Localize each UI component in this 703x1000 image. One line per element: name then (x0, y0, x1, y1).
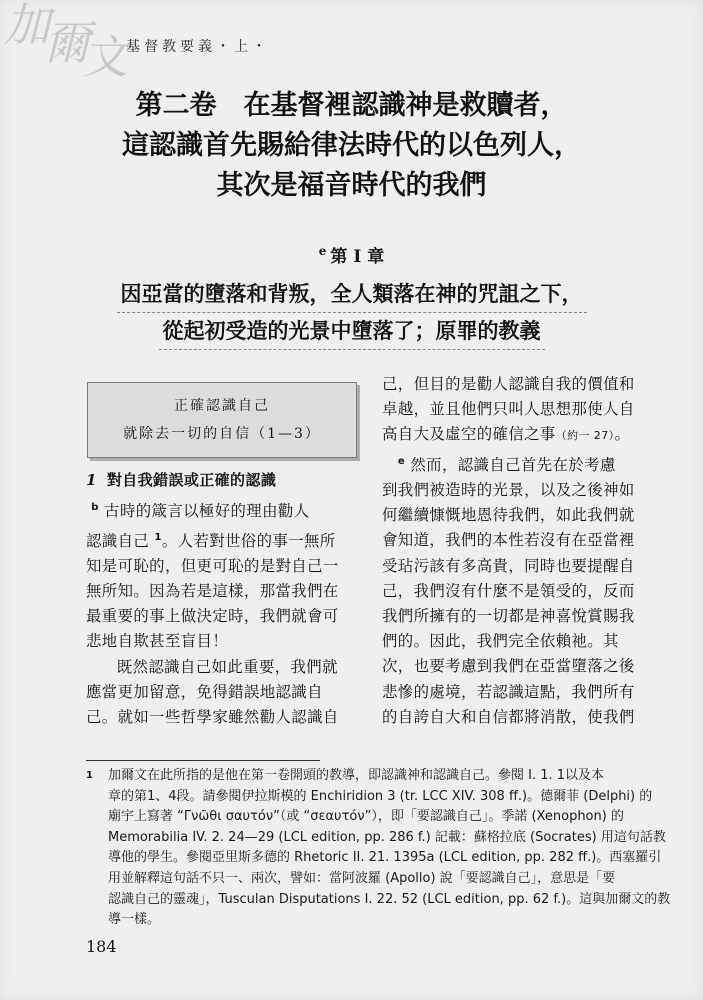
edition-mark: b (91, 502, 99, 514)
subsection-heading (86, 468, 366, 493)
scripture-reference: （約一 27） (555, 429, 615, 443)
chapter-number: 第 I 章 (330, 247, 385, 267)
book-title-line: 其次是福音時代的我們 (216, 170, 487, 201)
paragraph-line: 應當更加留意，免得錯誤地認識自 (86, 682, 323, 701)
subsection-title: 對自我錯誤或正確的認識 (106, 471, 277, 489)
subsection-number: 1 (86, 471, 97, 489)
paragraph-line: 無所知。因為若是這樣，那當我們在 (86, 582, 339, 601)
paragraph-line: 何繼續慷慨地恩待我們，如此我們就 (382, 506, 635, 525)
paragraph-line: 己。就如一些哲學家雖然勸人認識自 (86, 708, 339, 727)
paragraph-line: 己，但目的是勸人認識自我的價值和 (382, 375, 635, 393)
footnote-text (108, 766, 671, 931)
book-title-line: 第二卷 在基督裡認識神是救贖者， (135, 90, 568, 121)
paragraph-line: 我們所擁有的一切都是神喜悅賞賜我 (382, 606, 635, 625)
paragraph-line: 認識自己 $^1$。人若對世俗的事一無所 (86, 531, 336, 550)
footnote-line: 章的第1、4段。請參閱伊拉斯模的 Enchiridion 3 (tr. LCC XIV. 308 ff.)。德爾菲 (Delphi) 的 (108, 788, 653, 804)
footnote-line: 廟宇上寫著 “Γνῶθι σαυτόν”（或 “σεαυτόν”），即「要認識自己」。季諾 (Xenophon) 的 (108, 809, 624, 825)
paragraph-line: 悲慘的處境，若認識這點，我們所有 (382, 682, 635, 701)
footnote-reference[interactable]: 1 (154, 531, 162, 543)
paragraph-line: 最重要的事上做決定時，我們就會可 (86, 607, 339, 626)
left-column (86, 468, 366, 730)
footnote (86, 766, 671, 931)
chapter-title-line: 從起初受造的光景中墮落了；原罪的教義 (159, 313, 545, 350)
chapter-title (40, 276, 663, 350)
chapter-title-line: 因亞當的墮落和背叛，全人類落在神的咒詛之下， (117, 276, 587, 313)
right-column (382, 372, 660, 730)
paragraph-line: 己，我們沒有什麼不是領受的，反而 (382, 581, 635, 600)
edition-mark: e (318, 244, 327, 259)
header-decorative-glyph: 文 (82, 30, 126, 84)
running-header (0, 0, 703, 84)
page-number: 184 (86, 937, 117, 956)
paragraph-line: 高自大及虛空的確信之事（約一 27）。 (382, 425, 631, 444)
paragraph-line: 們的。因此，我們完全依賴祂。其 (382, 632, 619, 651)
paragraph-line: $^e$ 然而，認識自己首先在於考慮 (397, 455, 616, 474)
section-heading-line: 正確認識自己 (174, 398, 270, 414)
paragraph-line: 到我們被造時的光景，以及之後神如 (382, 480, 635, 499)
footnote-line: 導他的學生。參閱亞里斯多德的 Rhetoric II. 21. 1395a (LCL edition, pp. 282 ff.)。西塞羅引 (108, 850, 662, 866)
footnote-line: 認識自己的靈魂」，Tusculan Disputations I. 22. 52 (LCL edition, pp. 62 f.)。這與加爾文的教 (108, 891, 671, 907)
paragraph-line: 知是可恥的，但更可恥的是對自己一 (86, 556, 339, 575)
edition-mark: e (397, 455, 406, 467)
footnote-line: 導一樣。 (108, 912, 161, 928)
header-decorative-glyph: 爾 (44, 16, 88, 70)
chapter-label (0, 242, 703, 267)
paragraph-line: 卓越，並且他們只叫人思想那使人自 (382, 400, 635, 419)
paragraph-line: 受玷污該有多高貴，同時也要提醒自 (382, 556, 635, 575)
paragraph-line: 悲地自欺甚至盲目！ (86, 632, 229, 651)
running-header-title: 基督教要義・上・ (126, 39, 270, 55)
footnote-number: 1 (86, 770, 93, 781)
paragraph-line: 的自誇自大和自信都將消散，使我們 (382, 707, 635, 726)
paragraph-line: 會知道，我們的本性若沒有在亞當裡 (382, 531, 635, 550)
paragraph-line: 既然認識自己如此重要，我們就 (116, 657, 338, 676)
book-title (60, 86, 643, 206)
footnote-line: Memorabilia IV. 2. 24—29 (LCL edition, pp. 286 f.) 記載：蘇格拉底 (Socrates) 用這句話教 (108, 829, 666, 845)
header-decorative-glyph: 加 (4, 0, 48, 52)
footnote-divider (86, 760, 320, 761)
section-heading-box (87, 382, 357, 458)
paragraph-line: $^b$ 古時的箴言以極好的理由勸人 (91, 502, 310, 521)
book-title-line: 這認識首先賜給律法時代的以色列人， (122, 130, 581, 161)
footnote-line: 加爾文在此所指的是他在第一卷開頭的教導，即認識神和認識自己。參閱 I. 1. 1以及本 (108, 768, 605, 783)
paragraph-line: 次，也要考慮到我們在亞當墮落之後 (382, 657, 635, 676)
footnote-line: 用並解釋這句話不只一、兩次，譬如：當阿波羅 (Apollo) 說「要認識自己」，意思是「要 (108, 870, 616, 886)
section-heading-line: 就除去一切的自信（1—3） (123, 426, 321, 442)
